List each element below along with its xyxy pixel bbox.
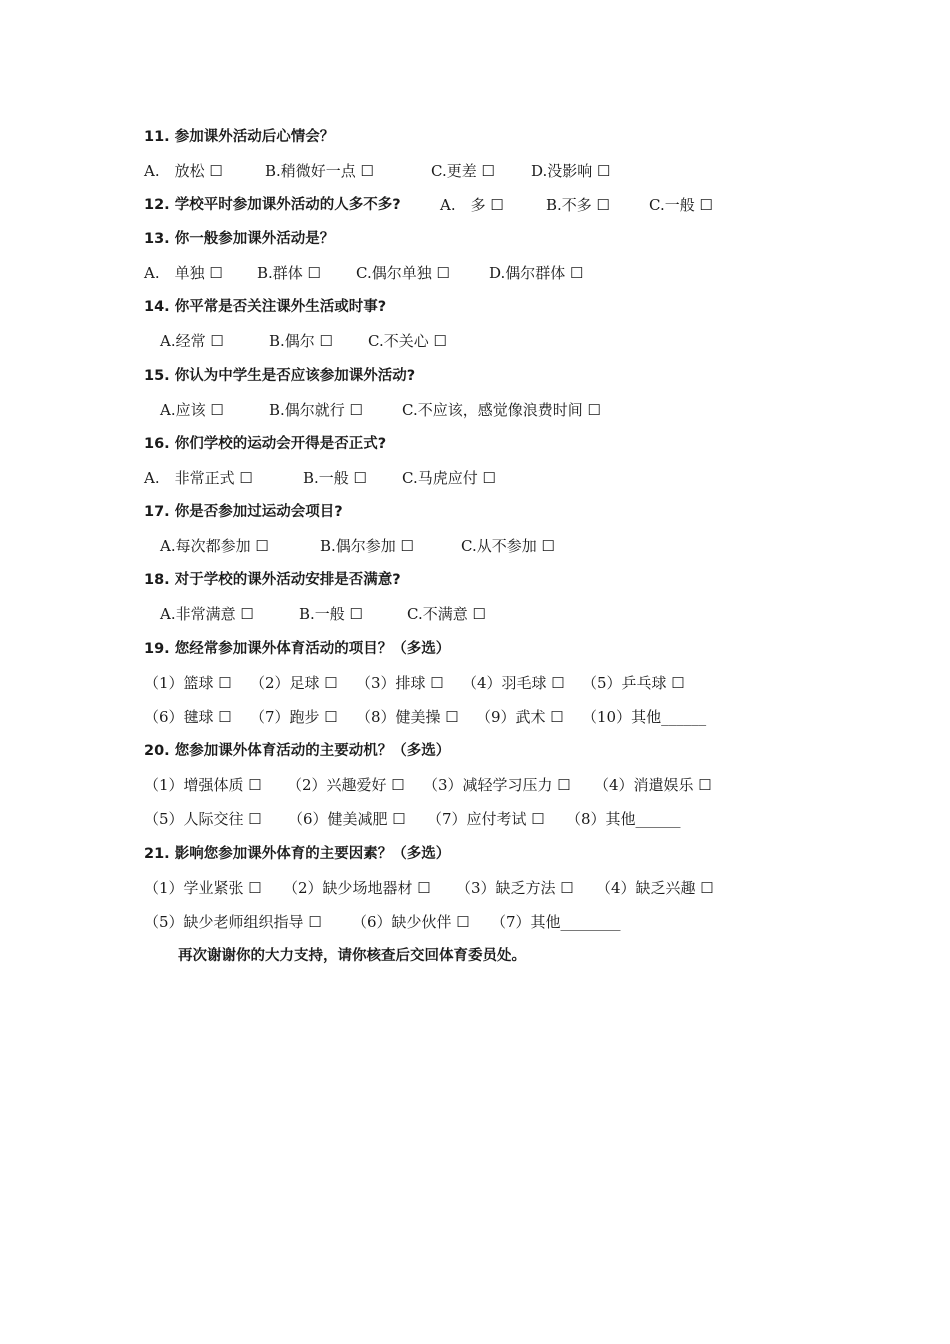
option-a[interactable]: A. 单独 ☐ (144, 264, 223, 282)
option-3[interactable]: （3）排球 ☐ (356, 674, 444, 692)
option-9[interactable]: （9）武术 ☐ (476, 708, 564, 726)
option-b[interactable]: B.一般 ☐ (299, 605, 364, 623)
option-b[interactable]: B.群体 ☐ (257, 264, 322, 282)
option-a[interactable]: A.经常 ☐ (160, 332, 224, 350)
option-3[interactable]: （3）减轻学习压力 ☐ (423, 776, 571, 794)
option-6[interactable]: （6）毽球 ☐ (144, 708, 232, 726)
option-8-other[interactable]: （8）其他______ (566, 810, 681, 828)
option-b[interactable]: B.偶尔参加 ☐ (320, 537, 415, 555)
option-7[interactable]: （7）跑步 ☐ (250, 708, 338, 726)
option-4[interactable]: （4）羽毛球 ☐ (462, 674, 565, 692)
question-15-title: 15. 你认为中学生是否应该参加课外活动? (144, 368, 416, 384)
option-a[interactable]: A.非常满意 ☐ (160, 605, 254, 623)
option-2[interactable]: （2）缺少场地器材 ☐ (283, 879, 431, 897)
option-5[interactable]: （5）缺少老师组织指导 ☐ (144, 913, 322, 931)
option-2[interactable]: （2）兴趣爱好 ☐ (287, 776, 405, 794)
option-a[interactable]: A.每次都参加 ☐ (160, 537, 269, 555)
option-c[interactable]: C.一般 ☐ (649, 196, 713, 214)
option-b[interactable]: B.稍微好一点 ☐ (265, 162, 375, 180)
option-10-other[interactable]: （10）其他______ (582, 708, 707, 726)
question-14-title: 14. 你平常是否关注课外生活或时事? (144, 299, 387, 315)
option-6[interactable]: （6）缺少伙伴 ☐ (352, 913, 470, 931)
option-6[interactable]: （6）健美减肥 ☐ (288, 810, 406, 828)
question-11-title: 11. 参加课外活动后心情会？ (144, 129, 335, 145)
option-3[interactable]: （3）缺乏方法 ☐ (456, 879, 574, 897)
option-7[interactable]: （7）应付考试 ☐ (427, 810, 545, 828)
option-1[interactable]: （1）学业紧张 ☐ (144, 879, 262, 897)
option-5[interactable]: （5）人际交往 ☐ (144, 810, 262, 828)
option-5[interactable]: （5）乒乓球 ☐ (582, 674, 685, 692)
option-a[interactable]: A. 放松 ☐ (144, 162, 223, 180)
question-17-title: 17. 你是否参加过运动会项目? (144, 504, 343, 520)
option-4[interactable]: （4）消遣娱乐 ☐ (594, 776, 712, 794)
option-c[interactable]: C.从不参加 ☐ (461, 537, 555, 555)
option-b[interactable]: B.一般 ☐ (303, 469, 368, 487)
option-b[interactable]: B.偶尔 ☐ (269, 332, 334, 350)
option-c[interactable]: C.不满意 ☐ (407, 605, 486, 623)
question-19-title: 19. 您经常参加课外体育活动的项目？（多选） (144, 641, 451, 657)
option-c[interactable]: C.不关心 ☐ (368, 332, 447, 350)
option-b[interactable]: B.偶尔就行 ☐ (269, 401, 364, 419)
question-20-title: 20. 您参加课外体育活动的主要动机？（多选） (144, 743, 451, 759)
option-c[interactable]: C.偶尔单独 ☐ (356, 264, 450, 282)
option-4[interactable]: （4）缺乏兴趣 ☐ (596, 879, 714, 897)
option-8[interactable]: （8）健美操 ☐ (356, 708, 459, 726)
question-21-title: 21. 影响您参加课外体育的主要因素？（多选） (144, 846, 451, 862)
option-c[interactable]: C.马虎应付 ☐ (402, 469, 496, 487)
question-13-title: 13. 你一般参加课外活动是？ (144, 231, 335, 247)
option-a[interactable]: A. 非常正式 ☐ (144, 469, 253, 487)
question-18-title: 18. 对于学校的课外活动安排是否满意? (144, 572, 401, 588)
option-d[interactable]: D.没影响 ☐ (531, 162, 611, 180)
option-b[interactable]: B.不多 ☐ (546, 196, 611, 214)
question-12-title: 12. 学校平时参加课外活动的人多不多? (144, 197, 401, 213)
option-a[interactable]: A. 多 ☐ (440, 196, 504, 214)
question-16-title: 16. 你们学校的运动会开得是否正式? (144, 436, 387, 452)
option-c[interactable]: C.更差 ☐ (431, 162, 495, 180)
option-d[interactable]: D.偶尔群体 ☐ (489, 264, 584, 282)
option-2[interactable]: （2）足球 ☐ (250, 674, 338, 692)
option-1[interactable]: （1）篮球 ☐ (144, 674, 232, 692)
option-c[interactable]: C.不应该，感觉像浪费时间 ☐ (402, 401, 601, 419)
closing-note: 再次谢谢你的大力支持，请你核查后交回体育委员处。 (178, 948, 526, 964)
option-7-other[interactable]: （7）其他________ (491, 913, 621, 931)
option-1[interactable]: （1）增强体质 ☐ (144, 776, 262, 794)
option-a[interactable]: A.应该 ☐ (160, 401, 224, 419)
